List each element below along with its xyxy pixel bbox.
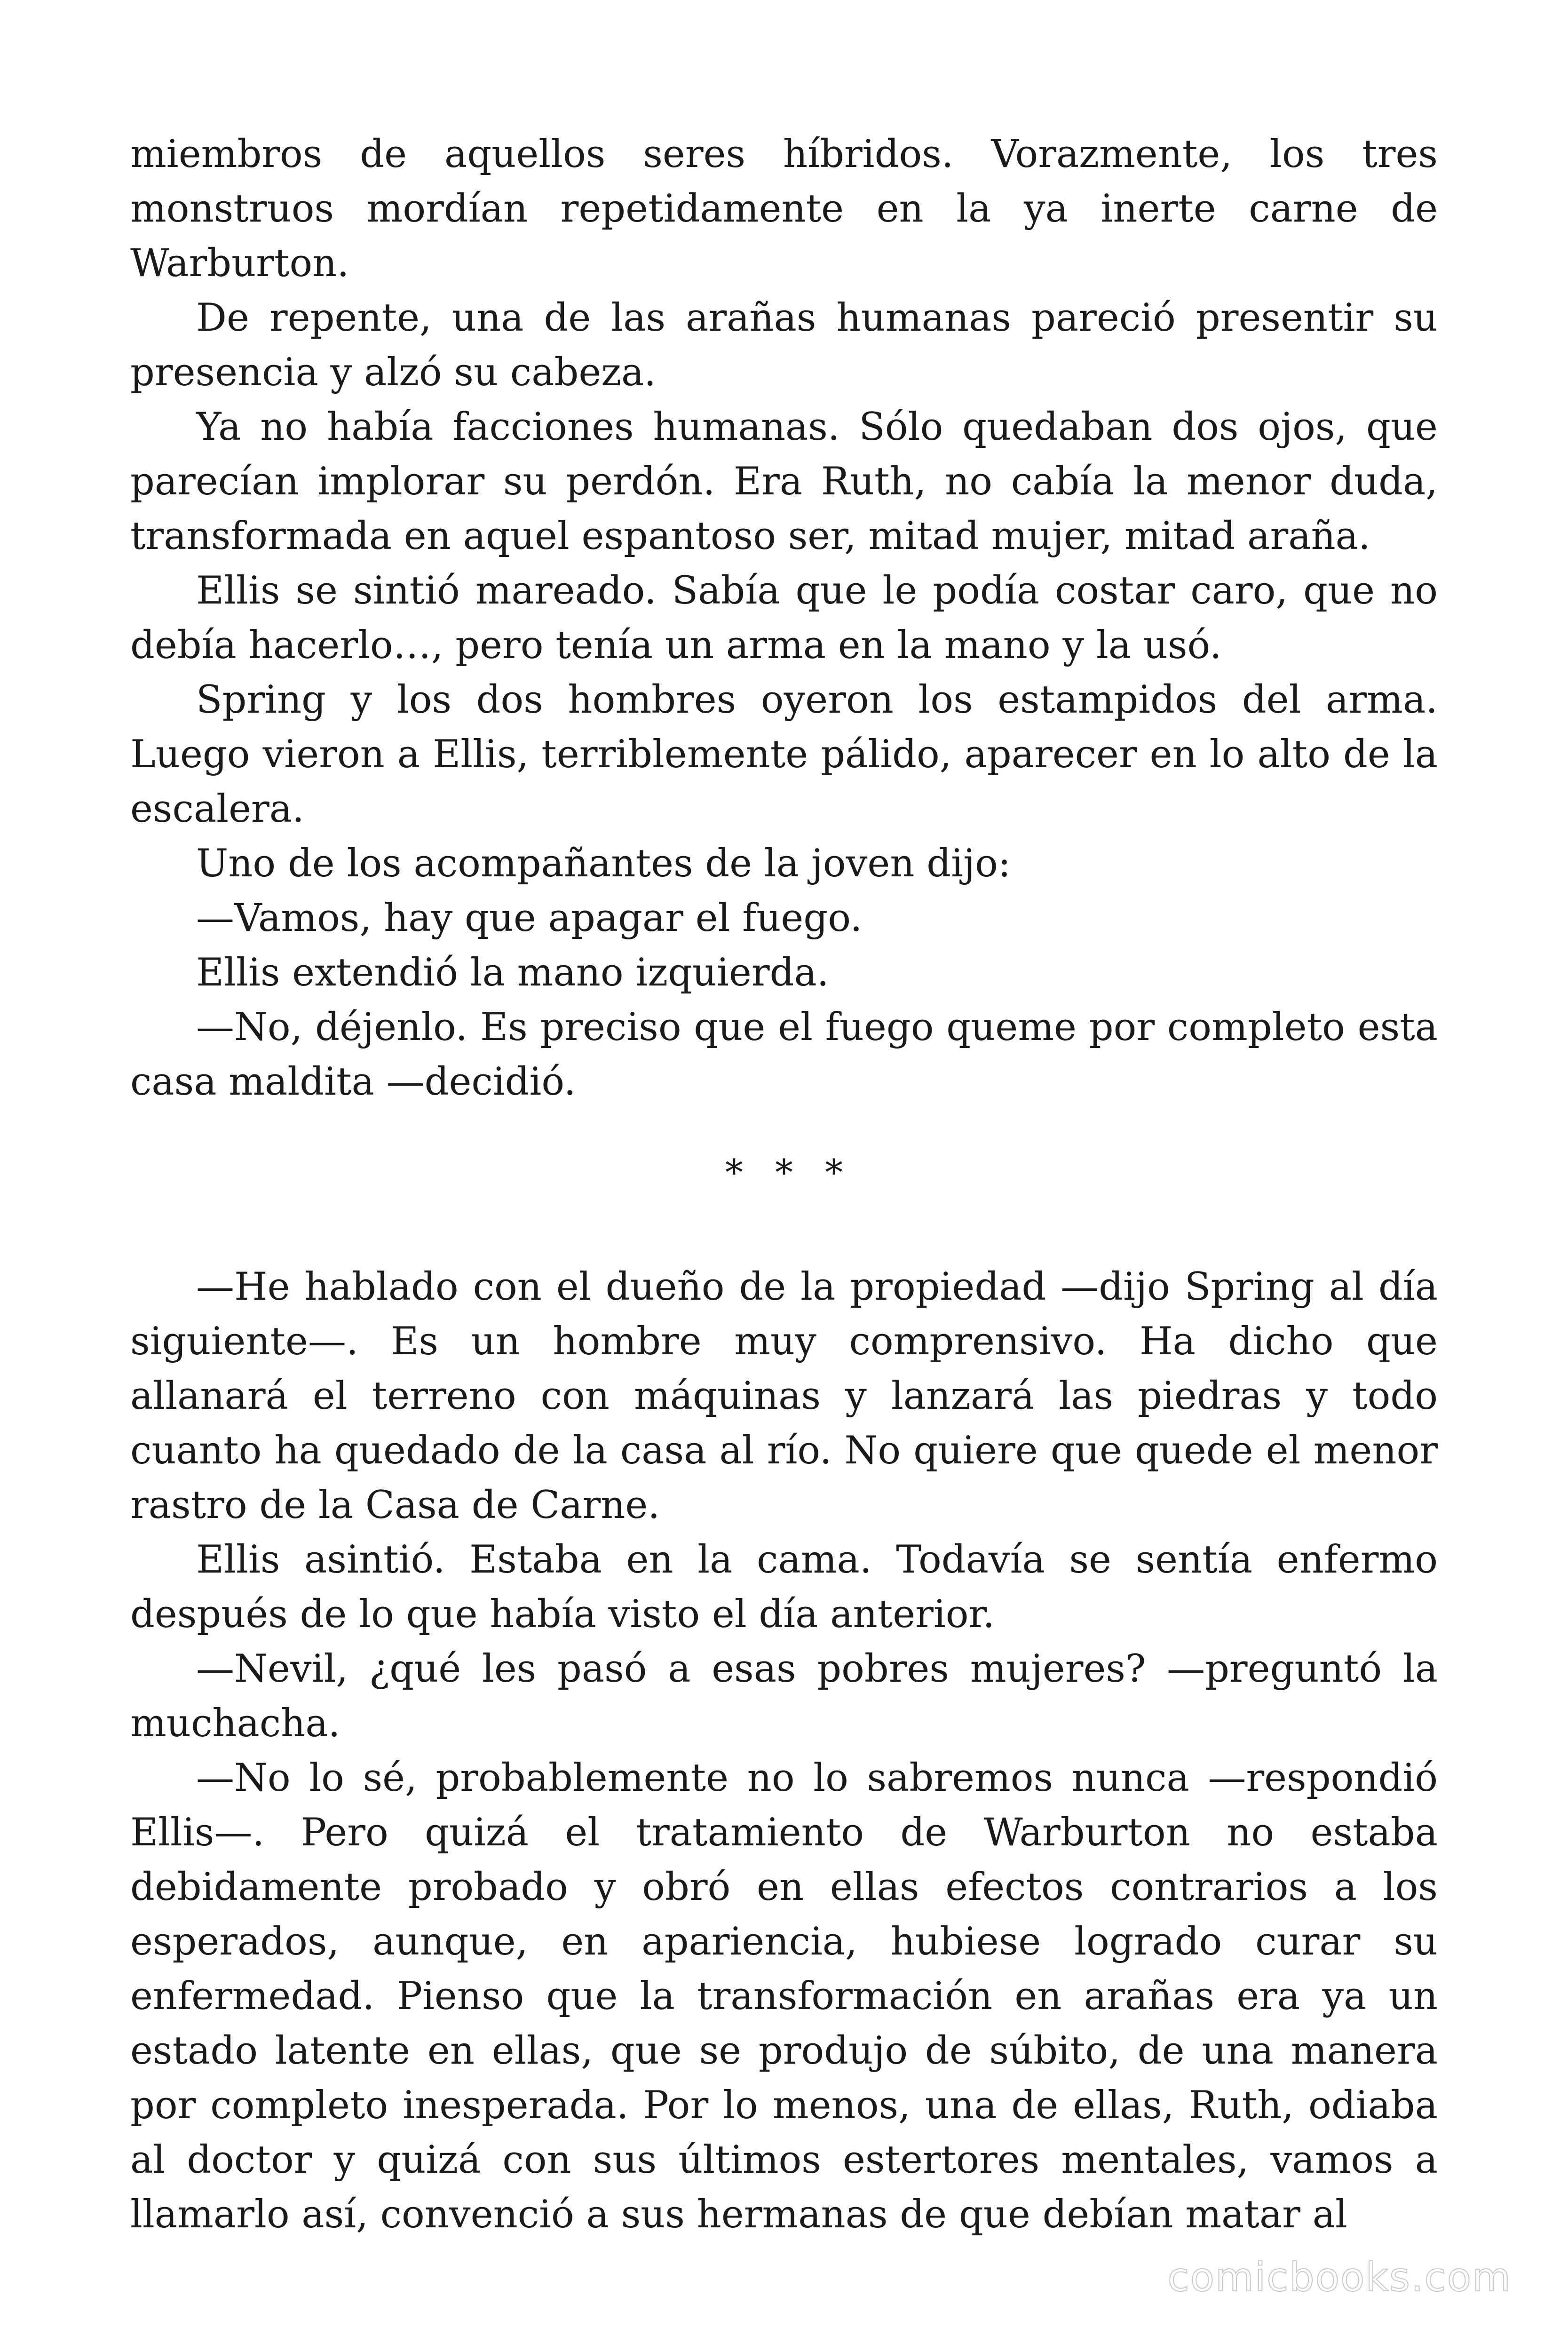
paragraph: Spring y los dos hombres oyeron los estampidos del arma. Luego vieron a Ellis, terriblemente pálido, aparecer en lo alto de la escalera.	[130, 678, 1438, 831]
paragraph: Ellis se sintió mareado. Sabía que le podía costar caro, que no debía hacerlo…, pero tenía un arma en la mano y la usó.	[130, 569, 1438, 667]
paragraph: De repente, una de las arañas humanas pareció presentir su presencia y alzó su cabeza.	[130, 296, 1438, 395]
paragraph: —He hablado con el dueño de la propiedad —dijo Spring al día siguiente—. Es un hombre muy comprensivo. Ha dicho que allanará el terreno con máquinas y lanzará las piedras y todo cuanto ha quedado de la casa al río. No quiere que quede el menor rastro de la Casa de Carne.	[130, 1265, 1438, 1527]
section-separator: * * *	[725, 1152, 854, 1193]
paragraph: Ya no había facciones humanas. Sólo quedaban dos ojos, que parecían implorar su perdón. Era Ruth, no cabía la menor duda, transformada en aquel espantoso ser, mitad mujer, mitad araña.	[130, 405, 1438, 558]
paragraph: Uno de los acompañantes de la joven dijo:	[196, 842, 1011, 886]
paragraph: —No lo sé, probablemente no lo sabremos nunca —respondió Ellis—. Pero quizá el tratamiento de Warburton no estaba debidamente probado y obró en ellas efectos contrarios a los esperados, aunque, en apariencia, hubiese logrado curar su enfermedad. Pienso que la transformación en arañas era ya un estado latente en ellas, que se produjo de súbito, de una manera por completo inesperada. Por lo menos, una de ellas, Ruth, odiaba al doctor y quizá con sus últimos estertores mentales, vamos a llamarlo así, convenció a sus hermanas de que debían matar al	[130, 1756, 1438, 2237]
paragraph: Ellis asintió. Estaba en la cama. Todavía se sentía enfermo después de lo que había visto el día anterior.	[130, 1538, 1438, 1637]
paragraph: —No, déjenlo. Es preciso que el fuego queme por completo esta casa maldita —decidió.	[130, 1005, 1438, 1104]
paragraph: Ellis extendió la mano izquierda.	[196, 951, 829, 995]
watermark: comicbooks.com	[1167, 2254, 1512, 2300]
paragraph: miembros de aquellos seres híbridos. Vorazmente, los tres monstruos mordían repetidamente en la ya inerte carne de Warburton.	[130, 132, 1438, 286]
paragraph: —Nevil, ¿qué les pasó a esas pobres mujeres? —preguntó la muchacha.	[130, 1647, 1438, 1746]
paragraph: —Vamos, hay que apagar el fuego.	[196, 896, 863, 940]
page-body	[130, 127, 1438, 2242]
